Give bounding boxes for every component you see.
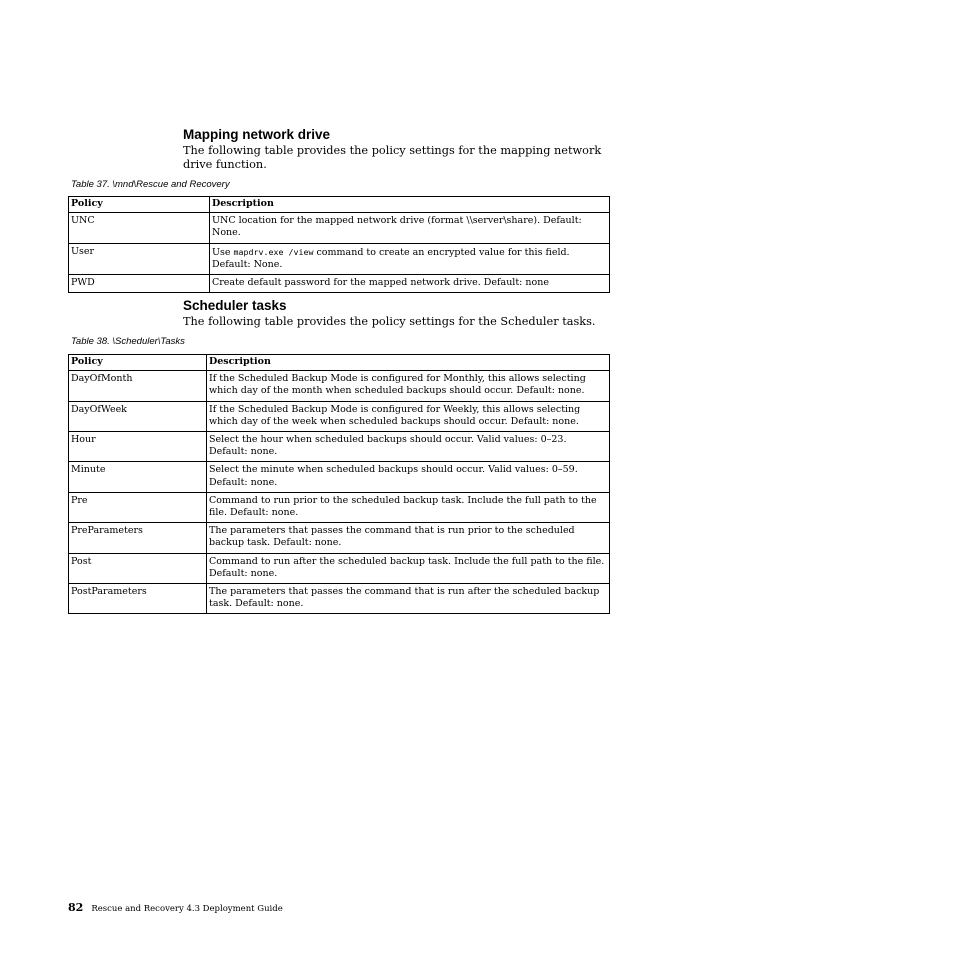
description-cell — [210, 243, 610, 274]
description-cell: If the Scheduled Backup Mode is configured for Weekly, this allows selecting which day of the week when scheduled backups should occur. Default: none. — [207, 401, 610, 431]
policy-cell: PostParameters — [69, 584, 207, 614]
column-header-description: Description — [207, 355, 610, 371]
policy-cell: UNC — [69, 213, 210, 243]
section-mapping-network-drive — [183, 127, 613, 172]
description-cell: Select the minute when scheduled backups should occur. Valid values: 0–59. Default: none. — [207, 462, 610, 492]
description-cell: Command to run prior to the scheduled backup task. Include the full path to the file. Default: none. — [207, 492, 610, 522]
table-row — [69, 584, 610, 614]
policy-cell: Hour — [69, 432, 207, 462]
description-cell: If the Scheduled Backup Mode is configured for Monthly, this allows selecting which day of the month when scheduled backups should occur. Default: none. — [207, 371, 610, 401]
table-row — [69, 553, 610, 583]
table-header-row — [69, 197, 610, 213]
table-row — [69, 462, 610, 492]
table-caption: Table 38. \Scheduler\Tasks — [71, 336, 185, 347]
command-code: mapdrv.exe /view — [233, 246, 314, 257]
description-cell: Command to run after the scheduled backup task. Include the full path to the file. Default: none. — [207, 553, 610, 583]
description-cell: Select the hour when scheduled backups should occur. Valid values: 0–23. Default: none. — [207, 432, 610, 462]
description-cell: The parameters that passes the command that is run after the scheduled backup task. Default: none. — [207, 584, 610, 614]
policy-cell: Minute — [69, 462, 207, 492]
description-text: Use — [212, 246, 234, 258]
description-text: command to create an encrypted value for this field. Default: None. — [212, 246, 570, 270]
section-scheduler-tasks — [183, 298, 613, 329]
policy-cell: Post — [69, 553, 207, 583]
policy-table-scheduler — [68, 354, 610, 614]
table-row — [69, 275, 610, 293]
column-header-description: Description — [210, 197, 610, 213]
table-row — [69, 401, 610, 431]
document-title: Rescue and Recovery 4.3 Deployment Guide — [91, 904, 283, 914]
section-heading: Mapping network drive — [183, 127, 331, 142]
table-row — [69, 432, 610, 462]
table-row — [69, 213, 610, 243]
description-cell: UNC location for the mapped network drive (format \\server\share). Default: None. — [210, 213, 610, 243]
description-cell: Create default password for the mapped network drive. Default: none — [210, 275, 610, 293]
page-number: 82 — [68, 901, 84, 914]
policy-cell: DayOfWeek — [69, 401, 207, 431]
table-caption: Table 37. \mnd\Rescue and Recovery — [71, 179, 230, 190]
table-row — [69, 492, 610, 522]
section-heading: Scheduler tasks — [183, 298, 287, 313]
column-header-policy: Policy — [69, 197, 210, 213]
description-cell: The parameters that passes the command that is run prior to the scheduled backup task. Default: none. — [207, 523, 610, 553]
column-header-policy: Policy — [69, 355, 207, 371]
policy-cell: PreParameters — [69, 523, 207, 553]
policy-cell: DayOfMonth — [69, 371, 207, 401]
page-footer — [68, 901, 283, 914]
table-row — [69, 371, 610, 401]
policy-cell: User — [69, 243, 210, 274]
table-row — [69, 243, 610, 274]
table-header-row — [69, 355, 610, 371]
policy-table-mnd — [68, 196, 610, 293]
section-intro: The following table provides the policy settings for the Scheduler tasks. — [183, 315, 596, 328]
policy-cell: Pre — [69, 492, 207, 522]
table-row — [69, 523, 610, 553]
section-intro: The following table provides the policy settings for the mapping network drive function. — [183, 144, 602, 171]
policy-cell: PWD — [69, 275, 210, 293]
